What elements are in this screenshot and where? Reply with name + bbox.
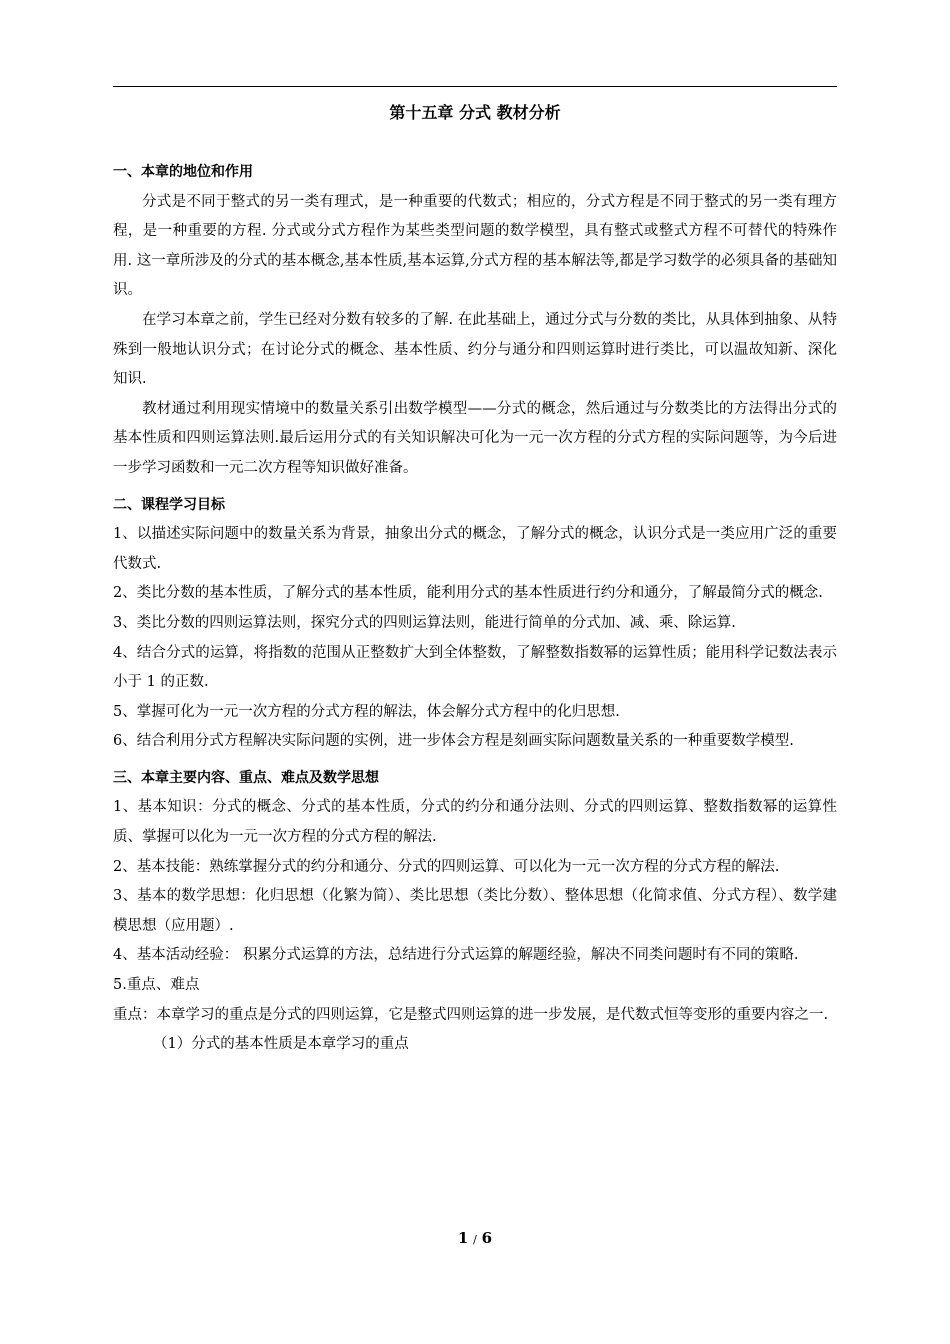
list-item: 1、以描述实际问题中的数量关系为背景，抽象出分式的概念，了解分式的概念，认识分式是一类应用广泛的重要代数式. <box>113 526 837 572</box>
section-heading: 二、课程学习目标 <box>113 496 225 513</box>
list-item: 3、基本的数学思想：化归思想（化繁为简）、类比思想（类比分数）、整体思想（化简求值、分式方程）、数学建模思想（应用题）. <box>113 888 837 934</box>
list-item: 6、结合利用分式方程解决实际问题的实例，进一步体会方程是刻画实际问题数量关系的一种重要数学模型. <box>113 733 794 750</box>
sub-list-item: （1）分式的基本性质是本章学习的重点 <box>153 1036 409 1053</box>
list-item: 5.重点、难点 <box>113 977 200 994</box>
page-total: 6 <box>481 1229 493 1247</box>
page-separator: / <box>473 1233 477 1246</box>
section-heading: 一、本章的地位和作用 <box>113 164 253 180</box>
list-item: 2、类比分数的基本性质，了解分式的基本性质，能利用分式的基本性质进行约分和通分，了解最简分式的概念. <box>113 585 823 602</box>
page-current: 1 <box>457 1229 469 1247</box>
list-item: 4、基本活动经验： 积累分式运算的方法，总结进行分式运算的解题经验，解决不同类问题时有不同的策略. <box>113 947 799 964</box>
list-item: 3、类比分数的四则运算法则，探究分式的四则运算法则，能进行简单的分式加、减、乘、除运算. <box>113 614 736 631</box>
list-item: 2、基本技能：熟练掌握分式的约分和通分、分式的四则运算、可以化为一元一次方程的分式方程的解法. <box>113 858 780 875</box>
body-paragraph: 分式是不同于整式的另一类有理式，是一种重要的代数式；相应的，分式方程是不同于整式的另一类有理方程，是一种重要的方程. 分式或分式方程作为某些类型问题的数学模型，具有整式或整式方程不可替代的特殊作用. 这一章所涉及的分式的基本概念,基本性质,基本运算,分式方程的基本解法等,都是学习数学的必须具备的基础知识。 <box>113 193 837 299</box>
page-number <box>113 1227 837 1251</box>
list-item: 5、掌握可化为一元一次方程的分式方程的解法，体会解分式方程中的化归思想. <box>113 703 620 720</box>
body-paragraph: 在学习本章之前，学生已经对分数有较多的了解. 在此基础上，通过分式与分数的类比，从具体到抽象、从特殊到一般地认识分式；在讨论分式的概念、基本性质、约分与通分和四则运算时进行类比，可以温故知新、深化知识. <box>113 311 837 388</box>
list-item: 4、结合分式的运算，将指数的范围从正整数扩大到全体整数，了解整数指数幂的运算性质；能用科学记数法表示小于 1 的正数. <box>113 644 837 691</box>
body-paragraph: 教材通过利用现实情境中的数量关系引出数学模型——分式的概念，然后通过与分数类比的方法得出分式的基本性质和四则运算法则.最后运用分式的有关知识解决可化为一元一次方程的分式方程的实际问题等，为今后进一步学习函数和一元二次方程等知识做好准备。 <box>113 400 837 476</box>
document-title: 第十五章 分式 教材分析 <box>389 103 561 122</box>
list-item: 1、基本知识：分式的概念、分式的基本性质，分式的约分和通分法则、分式的四则运算、整数指数幂的运算性质、掌握可以化为一元一次方程的分式方程的解法. <box>113 799 837 846</box>
section-heading: 三、本章主要内容、重点、难点及数学思想 <box>113 769 379 786</box>
header-rule <box>113 86 837 87</box>
list-item: 重点：本章学习的重点是分式的四则运算，它是整式四则运算的进一步发展，是代数式恒等变形的重要内容之一. <box>113 1006 829 1023</box>
document-body <box>113 158 837 1060</box>
